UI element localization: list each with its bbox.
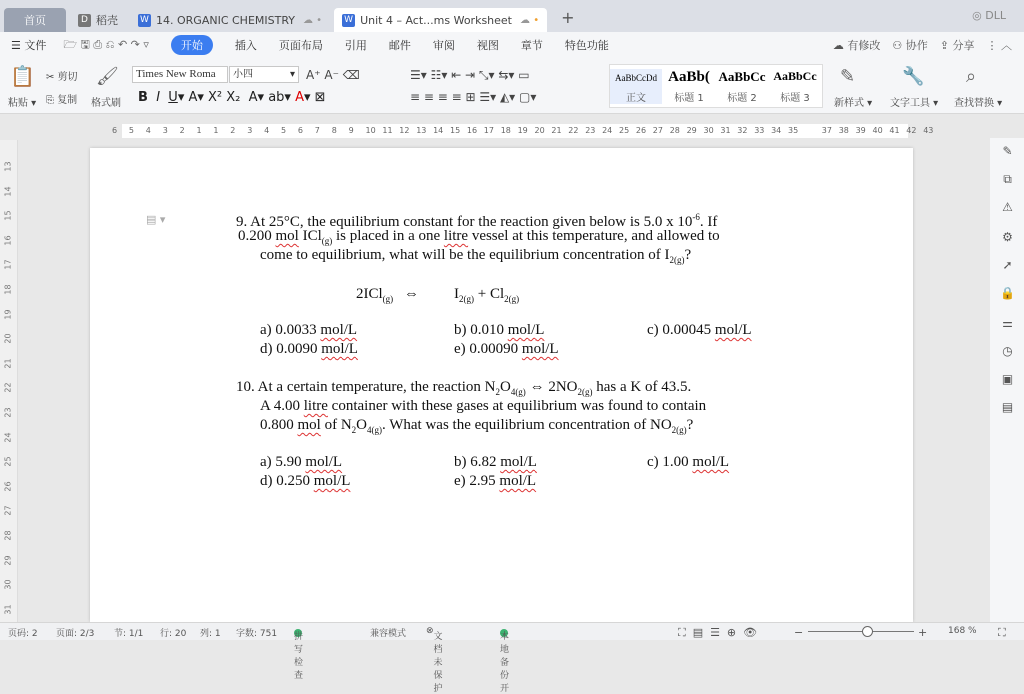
menu-section[interactable]: 章节 (520, 39, 543, 52)
tab-home[interactable] (4, 8, 66, 32)
vruler-tick-label: 25 (3, 456, 13, 467)
new-style-label: 新样式 (834, 98, 864, 109)
paste-button[interactable]: 粘贴 ▾ (8, 98, 37, 109)
user-name: DLL (985, 9, 1006, 22)
cloud-icon: ☁ • (303, 14, 323, 26)
ruler-tick-label: 6 (112, 126, 118, 135)
vertical-ruler[interactable] (0, 140, 18, 622)
copy-label: 复制 (57, 95, 78, 106)
tab-organic-label: 14. ORGANIC CHEMISTRY (156, 13, 295, 27)
ruler-tick-label: 14 (433, 126, 444, 135)
style-heading1[interactable] (663, 69, 715, 104)
q10-line2: A 4.00 litre container with these gases at equilibrium was found to contain (260, 398, 707, 414)
paste-label: 粘贴 (8, 98, 28, 109)
font-size-value: 小四 (233, 69, 253, 80)
style-heading2-preview: AaBbCc (718, 69, 766, 84)
title-bar (0, 0, 1024, 32)
ruler-tick-label: 37 (821, 126, 832, 135)
vruler-tick-label: 30 (3, 579, 13, 590)
tab-home-label: 首页 (24, 14, 46, 27)
equilibrium-arrow: ⇔ (404, 286, 419, 302)
ruler-tick-label: 18 (500, 126, 511, 135)
ruler-tick-label: 26 (635, 126, 647, 135)
vruler-tick-label: 17 (3, 259, 13, 270)
tab-daoke-label: 稻壳 (96, 14, 118, 27)
menu-references[interactable]: 引用 (344, 39, 367, 52)
ruler-tick-label: 25 (619, 126, 630, 135)
tab-unit4-worksheet[interactable] (334, 8, 547, 32)
ruler-tick-label: 34 (771, 126, 782, 135)
ruler-tick-label: 12 (399, 126, 410, 135)
vruler-tick-label: 26 (3, 481, 13, 492)
ruler-tick-label: 4 (145, 126, 151, 135)
vruler-tick-label: 15 (3, 210, 13, 221)
text-tools-label: 文字工具 (890, 98, 930, 109)
style-heading2-label: 标题 2 (727, 93, 757, 104)
q9-answer-b: b) 0.010 mol/L (454, 322, 545, 338)
ruler-tick-label: 3 (247, 126, 253, 135)
ruler-tick-label: 7 (314, 126, 320, 135)
paste-icon[interactable]: 📋 (10, 64, 35, 88)
vruler-tick-label: 18 (3, 284, 13, 295)
ruler-tick-label: 5 (281, 126, 287, 135)
status-col: 列: 1 (200, 629, 221, 639)
style-heading1-preview: AaBb( (668, 69, 710, 85)
collab-label: 协作 (905, 39, 928, 52)
tab-unit4-label: Unit 4 – Act...ms Worksheet (360, 13, 512, 27)
paragraph-icon[interactable]: ▤ ▾ (146, 213, 166, 226)
font-grow-shrink-icons[interactable]: A⁺ A⁻ ⌫ (306, 68, 360, 82)
daoke-icon: D (78, 14, 91, 27)
share-label: 分享 (952, 39, 975, 52)
q10-answer-c: c) 1.00 mol/L (647, 454, 730, 470)
style-normal[interactable] (610, 69, 662, 104)
ruler-tick-label: 29 (686, 126, 697, 135)
style-normal-preview: AaBbCcDd (615, 73, 657, 83)
copy-button[interactable]: ⎘ 复制 (46, 95, 78, 106)
vruler-tick-label: 14 (3, 186, 13, 197)
zoom-out-button[interactable]: − (794, 626, 804, 639)
menu-features[interactable]: 特色功能 (564, 39, 609, 52)
menu-file: 文件 (24, 39, 47, 52)
cloud-icon: ☁ • (520, 14, 540, 26)
ruler-tick-label: 11 (382, 126, 393, 135)
view-mode-icons[interactable]: ⛶ ▤ ☰ ⊕ 👁 (678, 626, 758, 639)
vruler-tick-label: 20 (3, 333, 13, 344)
document-page[interactable] (90, 148, 913, 622)
menu-insert[interactable]: 插入 (234, 39, 257, 52)
format-painter-icon[interactable]: 🖌 (96, 66, 119, 87)
vruler-tick-label: 29 (3, 555, 13, 566)
ruler-tick-label: 42 (906, 126, 917, 135)
style-heading3-label: 标题 3 (780, 93, 810, 104)
word-doc-icon: W (138, 14, 151, 27)
more-icon[interactable]: ⋮ ︿ (986, 39, 1012, 52)
q10-answer-b: b) 6.82 mol/L (454, 454, 537, 470)
ruler-tick-label: 4 (264, 126, 270, 135)
menu-icon[interactable]: ☰ 文件 (11, 39, 47, 52)
find-replace-button[interactable]: 查找替换 ▾ (954, 98, 1003, 109)
q9-line2: 0.200 mol ICl$_{(g)}$ is placed in a one litre vessel at this temperature, and allowed to (238, 228, 720, 246)
cursor-icon[interactable]: ➚ (1002, 258, 1013, 272)
modified-button[interactable]: ☁ 有修改 (832, 39, 881, 52)
style-heading3-preview: AaBbCc (773, 69, 817, 83)
menu-right (833, 37, 1012, 53)
ruler-tick-label: 13 (416, 126, 427, 135)
style-heading3[interactable] (769, 69, 821, 104)
find-replace-label: 查找替换 (954, 98, 994, 109)
zoom-slider[interactable] (808, 631, 914, 632)
tab-organic-chemistry[interactable] (130, 8, 330, 32)
vruler-tick-label: 27 (3, 505, 13, 516)
menu-layout[interactable]: 页面布局 (278, 39, 323, 52)
ruler-tick-label: 40 (872, 126, 883, 135)
align-buttons[interactable]: ≡ ≡ ≡ ≡ ⊞ ☰▾ ◭▾ ▢▾ (410, 90, 537, 104)
menu-review[interactable]: 审阅 (432, 39, 455, 52)
quick-access-icons[interactable]: 🗁 🖫 ⎙ ⎌ ↶ ↷ ▿ (63, 37, 149, 51)
vruler-tick-label: 21 (3, 358, 13, 369)
ruler-tick-label: 20 (534, 126, 545, 135)
new-style-icon[interactable]: ✎ (840, 66, 856, 87)
font-family-select[interactable] (132, 66, 228, 83)
horizontal-ruler[interactable] (0, 122, 1024, 140)
ruler-tick-label: 43 (923, 126, 934, 135)
ruler-tick-label: 17 (483, 126, 494, 135)
search-icon[interactable]: ⌕ (966, 66, 977, 87)
font-family-value: Times New Roma (136, 68, 216, 80)
ruler-tick-label: 9 (348, 126, 354, 135)
q9-answer-c: c) 0.00045 mol/L (647, 322, 752, 338)
q10-answer-d: d) 0.250 mol/L (260, 473, 351, 489)
status-page-num: 页码: 2 (8, 629, 38, 639)
ruler-tick-label: 24 (602, 126, 613, 135)
q9-answer-a: a) 0.0033 mol/L (260, 322, 358, 338)
zoom-level: 168 % (948, 626, 977, 636)
vruler-tick-label: 31 (3, 604, 13, 615)
vruler-tick-label: 16 (3, 235, 13, 246)
ruler-tick-label: 2 (179, 126, 185, 135)
sliders-icon[interactable]: ⚌ (1002, 316, 1013, 330)
ruler-tick-label: 31 (720, 126, 731, 135)
style-normal-label: 正文 (626, 93, 646, 104)
menu-bar (0, 32, 1024, 58)
ruler-tick-label: 19 (517, 126, 528, 135)
list-buttons[interactable]: ☰▾ ☷▾ ⇤ ⇥ ⤡▾ ⇆▾ ▭ (410, 68, 530, 82)
new-tab-button[interactable]: + (561, 8, 575, 27)
ruler-tick-label: 5 (128, 126, 134, 135)
ruler-tick-label: 1 (213, 126, 219, 135)
ruler-tick-label: 6 (297, 126, 303, 135)
ruler-tick-label: 21 (551, 126, 562, 135)
tab-daoke[interactable] (70, 8, 126, 32)
q9-equation-left: 2ICl$_{(g)}$ (356, 286, 394, 304)
style-heading1-label: 标题 1 (674, 93, 704, 104)
ruler-tick-label: 8 (331, 126, 337, 135)
ruler-tick-label: 10 (365, 126, 376, 135)
vruler-tick-label: 19 (3, 309, 13, 320)
q9-line3: come to equilibrium, what will be the equilibrium concentration of $I_{2(g)}$? (260, 247, 692, 265)
ruler-tick-label: 16 (466, 126, 478, 135)
ruler-tick-label: 38 (838, 126, 849, 135)
right-sidebar (990, 138, 1024, 622)
zoom-slider-knob[interactable] (862, 626, 873, 637)
pen-icon[interactable]: ✎ (1002, 144, 1013, 158)
cut-button[interactable]: ✂ 剪切 (46, 72, 78, 83)
cut-label: 剪切 (57, 72, 78, 83)
font-size-select[interactable]: 小四 ▾ (229, 66, 299, 83)
status-section: 节: 1/1 (114, 629, 144, 639)
collab-button[interactable]: ⚇ 协作 (892, 39, 928, 52)
new-style-button[interactable]: 新样式 ▾ (834, 98, 873, 109)
settings-icon[interactable]: ⚙ (1002, 230, 1013, 244)
q9-equation-right: $I_{2(g)} + Cl_{2(g)}$ (454, 286, 520, 304)
menu-mail[interactable]: 邮件 (388, 39, 411, 52)
warning-icon[interactable]: ⚠ (1002, 200, 1013, 214)
status-bar: 页码: 2 页面: 2/3 节: 1/1 行: 20 列: 1 字数: 751 拼写检查 兼容模式 ⊗ 文档未保护 本地备份开 ⛶ ▤ ☰ ⊕ 👁 − + 168 % ⛶ (0, 622, 1024, 640)
q9-answer-e: e) 0.00090 mol/L (454, 341, 559, 357)
wrench-icon[interactable]: 🔧 (902, 66, 925, 87)
status-words: 字数: 751 (236, 629, 278, 639)
user-account[interactable]: ◎ DLL (972, 9, 1006, 22)
vruler-tick-label: 23 (3, 407, 13, 418)
protect-button[interactable]: ⊗ 文档未保护 (426, 626, 443, 694)
ruler-tick-label: 30 (703, 126, 714, 135)
ruler-tick-label: 27 (652, 126, 663, 135)
q10-line3: 0.800 mol of $N_2O_{4(g)}$. What was the equilibrium concentration of $NO_{2(g)}$? (260, 417, 694, 435)
q10-answer-a: a) 5.90 mol/L (260, 454, 343, 470)
ruler-tick-label: 35 (788, 126, 799, 135)
styles-gallery (609, 64, 823, 108)
vruler-tick-label: 24 (3, 432, 13, 443)
menu-view[interactable]: 视图 (476, 39, 499, 52)
ruler-tick-label: 39 (855, 126, 866, 135)
format-buttons[interactable]: B I U▾ A▾ X² X₂ A▾ ab▾ A▾ ⊠ (138, 90, 326, 105)
q9-answer-d: d) 0.0090 mol/L (260, 341, 358, 357)
menu-start[interactable]: 开始 (171, 35, 213, 55)
format-painter-button[interactable]: 格式刷 (91, 98, 121, 109)
status-compat: 兼容模式 (370, 629, 407, 639)
modified-label: 有修改 (847, 39, 881, 52)
ruler-tick-label: 1 (196, 126, 202, 135)
ruler-tick-label: 22 (568, 126, 579, 135)
status-pages: 页面: 2/3 (56, 629, 95, 639)
q10-answer-e: e) 2.95 mol/L (454, 473, 537, 489)
ruler-tick-label: 33 (754, 126, 765, 135)
vruler-tick-label: 13 (3, 161, 13, 172)
q10-line1: 10. At a certain temperature, the reaction $N_2O_{4(g)}$ ⇔ $2NO_{2(g)}$ has a K of 43.5. (236, 379, 692, 397)
word-doc-icon: W (342, 14, 355, 27)
ruler-tick-label: 15 (450, 126, 461, 135)
history-icon[interactable]: ◷ (1002, 344, 1013, 358)
text-tools-button[interactable]: 文字工具 ▾ (890, 98, 939, 109)
vruler-tick-label: 22 (3, 382, 13, 393)
ruler-tick-label: 3 (162, 126, 168, 135)
ruler-tick-label: 2 (230, 126, 236, 135)
zoom-in-button[interactable]: + (918, 626, 928, 639)
ruler-tick-label: 28 (669, 126, 680, 135)
ruler-tick-label: 23 (585, 126, 596, 135)
image-icon[interactable]: ▣ (1001, 372, 1014, 386)
status-row: 行: 20 (160, 629, 187, 639)
q9-line1: 9. At 25°C, the equilibrium constant for the reaction given below is 5.0 x $10^{-6}$. If (236, 212, 718, 230)
ribbon-toolbar (0, 58, 1024, 114)
ruler-tick-label: 41 (889, 126, 900, 135)
share-button[interactable]: ⇪ 分享 (939, 39, 975, 52)
gallery-icon[interactable]: ▤ (1001, 400, 1014, 414)
shapes-icon[interactable]: ⧉ (1003, 172, 1012, 186)
lock-icon[interactable]: 🔒 (1000, 286, 1015, 300)
vruler-tick-label: 28 (3, 530, 13, 541)
style-heading2[interactable] (716, 69, 768, 104)
ruler-tick-label: 32 (737, 126, 748, 135)
fullscreen-icon[interactable]: ⛶ (998, 626, 1006, 639)
